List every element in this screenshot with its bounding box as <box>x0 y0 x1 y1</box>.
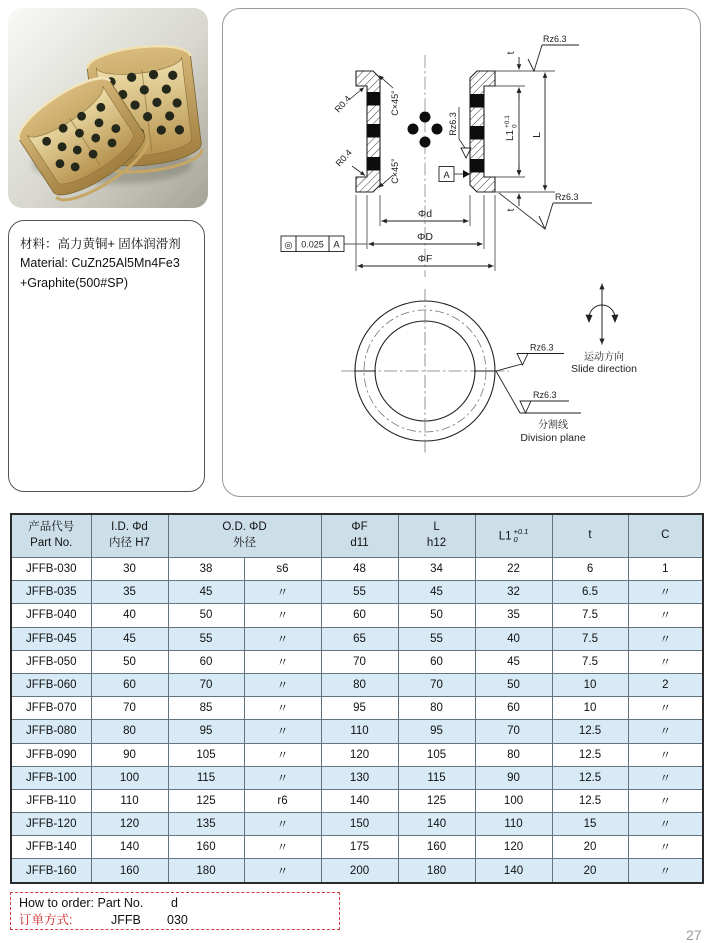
cell-l: 95 <box>398 720 475 743</box>
roughness-symbol-bottom-right <box>539 203 592 229</box>
cell-t: 12.5 <box>552 743 628 766</box>
table-row <box>11 604 703 627</box>
cell-od: 70 <box>168 673 244 696</box>
table-row <box>11 697 703 720</box>
cell-od: 125 <box>168 789 244 812</box>
label-division-en: Division plane <box>520 432 586 444</box>
cell-id: 40 <box>91 604 168 627</box>
order-line1-label: How to order: Part No. <box>19 896 144 910</box>
cell-od-tol: 〃 <box>244 813 321 836</box>
section-view <box>281 45 592 277</box>
tolerance-symbol: ◎ <box>284 240 293 251</box>
dim-phi-d: Φd <box>417 208 433 220</box>
cell-c: 〃 <box>628 720 703 743</box>
cell-t: 20 <box>552 836 628 859</box>
cell-l1: 90 <box>475 766 552 789</box>
label-rz-split-bottom: Rz6.3 <box>533 390 557 400</box>
cell-f: 130 <box>321 766 398 789</box>
extension-lines <box>356 71 555 271</box>
cell-id: 90 <box>91 743 168 766</box>
table-row <box>11 859 703 883</box>
cell-od: 105 <box>168 743 244 766</box>
cell-part-no: JFFB-140 <box>11 836 91 859</box>
cell-l1: 22 <box>475 558 552 581</box>
cell-id: 30 <box>91 558 168 581</box>
cell-f: 140 <box>321 789 398 812</box>
cell-c: 〃 <box>628 627 703 650</box>
cell-id: 70 <box>91 697 168 720</box>
product-photo <box>8 8 208 208</box>
cell-f: 175 <box>321 836 398 859</box>
cell-t: 10 <box>552 673 628 696</box>
cell-od-tol: 〃 <box>244 627 321 650</box>
cell-l1: 40 <box>475 627 552 650</box>
cell-t: 6.5 <box>552 581 628 604</box>
cell-l1: 80 <box>475 743 552 766</box>
cell-id: 160 <box>91 859 168 883</box>
cell-t: 10 <box>552 697 628 720</box>
table-row <box>11 650 703 673</box>
cell-l1: 100 <box>475 789 552 812</box>
cell-f: 65 <box>321 627 398 650</box>
cell-c: 〃 <box>628 836 703 859</box>
col-header-id: I.D. Φd 内径 H7 <box>91 514 168 558</box>
cell-part-no: JFFB-110 <box>11 789 91 812</box>
cell-od: 60 <box>168 650 244 673</box>
material-line-zh: 材料：高力黄铜+ 固体润滑剂 <box>20 237 181 251</box>
cell-id: 35 <box>91 581 168 604</box>
table-row <box>11 627 703 650</box>
cell-od-tol: 〃 <box>244 673 321 696</box>
cell-id: 45 <box>91 627 168 650</box>
cell-id: 100 <box>91 766 168 789</box>
cell-od-tol: 〃 <box>244 766 321 789</box>
cell-c: 〃 <box>628 766 703 789</box>
cell-t: 15 <box>552 813 628 836</box>
col-header-c: C <box>628 514 703 558</box>
cell-od: 135 <box>168 813 244 836</box>
cell-f: 48 <box>321 558 398 581</box>
table-row <box>11 720 703 743</box>
label-r04-top: R0.4 <box>332 93 353 115</box>
label-c45-top: C×45° <box>390 90 400 116</box>
tolerance-value: 0.025 <box>301 239 324 250</box>
label-c45-bottom: C×45° <box>390 158 400 184</box>
spec-table-body <box>11 558 703 883</box>
dim-l1 <box>504 115 519 141</box>
cell-od: 50 <box>168 604 244 627</box>
cell-f: 110 <box>321 720 398 743</box>
cell-od-tol: 〃 <box>244 650 321 673</box>
cell-f: 60 <box>321 604 398 627</box>
dim-t-top: t <box>506 51 517 55</box>
material-line-en: Material: CuZn25Al5Mn4Fe3 <box>20 256 180 271</box>
cell-l1: 60 <box>475 697 552 720</box>
label-slide-zh: 运动方向 <box>584 352 624 363</box>
cell-part-no: JFFB-050 <box>11 650 91 673</box>
cell-l1: 120 <box>475 836 552 859</box>
cell-c: 〃 <box>628 604 703 627</box>
table-row <box>11 789 703 812</box>
cell-id: 80 <box>91 720 168 743</box>
cell-c: 2 <box>628 673 703 696</box>
cell-id: 60 <box>91 673 168 696</box>
cell-id: 140 <box>91 836 168 859</box>
order-line-2 <box>19 912 331 929</box>
cell-f: 55 <box>321 581 398 604</box>
cell-l: 105 <box>398 743 475 766</box>
datum-a-letter: A <box>443 170 450 181</box>
slide-direction-symbol <box>586 284 619 345</box>
cell-od-tol: 〃 <box>244 581 321 604</box>
cell-t: 12.5 <box>552 720 628 743</box>
cell-part-no: JFFB-080 <box>11 720 91 743</box>
table-row <box>11 673 703 696</box>
dimension-lines <box>358 57 546 266</box>
cell-part-no: JFFB-090 <box>11 743 91 766</box>
cell-t: 7.5 <box>552 650 628 673</box>
col-header-part-no: 产品代号 Part No. <box>11 514 91 558</box>
order-line1-value: d <box>171 896 178 910</box>
cell-l: 50 <box>398 604 475 627</box>
cell-f: 95 <box>321 697 398 720</box>
label-rz-top-right: Rz6.3 <box>543 34 567 44</box>
svg-text:+0.1: +0.1 <box>504 115 511 128</box>
cell-c: 〃 <box>628 697 703 720</box>
cell-l: 160 <box>398 836 475 859</box>
product-photo-illustration <box>8 8 208 208</box>
cell-od: 160 <box>168 836 244 859</box>
order-line2-label: 订单方式: <box>19 913 73 927</box>
cell-id: 120 <box>91 813 168 836</box>
cell-od-tol: 〃 <box>244 604 321 627</box>
order-line2-series: JFFB <box>111 913 141 927</box>
cell-f: 200 <box>321 859 398 883</box>
col-header-l: L h12 <box>398 514 475 558</box>
cell-l1: 50 <box>475 673 552 696</box>
cell-part-no: JFFB-160 <box>11 859 91 883</box>
col-header-t: t <box>552 514 628 558</box>
order-line2-size: 030 <box>167 913 188 927</box>
cell-c: 〃 <box>628 789 703 812</box>
cell-c: 〃 <box>628 813 703 836</box>
cell-l1: 70 <box>475 720 552 743</box>
cell-l: 140 <box>398 813 475 836</box>
cell-id: 50 <box>91 650 168 673</box>
col-header-f: ΦF d11 <box>321 514 398 558</box>
cell-f: 70 <box>321 650 398 673</box>
page-number: 27 <box>686 927 702 943</box>
cell-part-no: JFFB-035 <box>11 581 91 604</box>
cell-l1: 32 <box>475 581 552 604</box>
material-line-graphite: +Graphite(500#SP) <box>20 275 129 290</box>
spec-table <box>10 513 704 884</box>
cell-l1: 140 <box>475 859 552 883</box>
cell-od: 55 <box>168 627 244 650</box>
cell-t: 7.5 <box>552 627 628 650</box>
cell-l: 70 <box>398 673 475 696</box>
front-view-labels <box>520 343 637 445</box>
cell-part-no: JFFB-120 <box>11 813 91 836</box>
cell-t: 12.5 <box>552 789 628 812</box>
label-r04-bottom: R0.4 <box>333 147 354 169</box>
cell-od: 95 <box>168 720 244 743</box>
col-header-l1: L1 +0.1 0 <box>475 514 552 558</box>
cell-t: 20 <box>552 859 628 883</box>
cell-f: 150 <box>321 813 398 836</box>
label-rz-bottom-right: Rz6.3 <box>555 192 579 202</box>
cell-od-tol: 〃 <box>244 720 321 743</box>
tolerance-datum: A <box>333 239 340 251</box>
material-note-box <box>8 220 205 492</box>
label-rz-mid: Rz6.3 <box>448 112 458 136</box>
cell-l1: 35 <box>475 604 552 627</box>
table-row <box>11 766 703 789</box>
cell-od-tol: 〃 <box>244 743 321 766</box>
cell-t: 7.5 <box>552 604 628 627</box>
cell-part-no: JFFB-045 <box>11 627 91 650</box>
cell-part-no: JFFB-070 <box>11 697 91 720</box>
table-row <box>11 743 703 766</box>
cell-l: 180 <box>398 859 475 883</box>
cell-od-tol: s6 <box>244 558 321 581</box>
dim-phi-D: ΦD <box>417 231 433 243</box>
label-rz-split-top: Rz6.3 <box>530 342 554 353</box>
cell-od: 180 <box>168 859 244 883</box>
cell-f: 120 <box>321 743 398 766</box>
cell-l1: 110 <box>475 813 552 836</box>
table-row <box>11 813 703 836</box>
cell-f: 80 <box>321 673 398 696</box>
table-row <box>11 581 703 604</box>
svg-text:0: 0 <box>511 124 519 128</box>
cell-l: 125 <box>398 789 475 812</box>
cell-l: 80 <box>398 697 475 720</box>
cell-od: 85 <box>168 697 244 720</box>
cell-t: 12.5 <box>552 766 628 789</box>
cell-od-tol: 〃 <box>244 859 321 883</box>
cell-od: 45 <box>168 581 244 604</box>
cell-l: 55 <box>398 627 475 650</box>
cell-id: 110 <box>91 789 168 812</box>
cell-l: 45 <box>398 581 475 604</box>
roughness-flag-1 <box>496 354 564 372</box>
order-line-1 <box>19 895 331 912</box>
cell-t: 6 <box>552 558 628 581</box>
dim-phi-F: ΦF <box>417 253 433 265</box>
cell-od: 115 <box>168 766 244 789</box>
cell-l: 60 <box>398 650 475 673</box>
tolerance-frame <box>281 236 367 252</box>
cell-od-tol: 〃 <box>244 836 321 859</box>
cell-l1: 45 <box>475 650 552 673</box>
label-division-zh: 分割线 <box>538 420 568 431</box>
cell-c: 1 <box>628 558 703 581</box>
technical-drawing <box>223 9 699 495</box>
how-to-order-box <box>10 892 340 930</box>
graphite-plugs-section <box>367 92 484 173</box>
col-header-od: O.D. ΦD 外径 <box>168 514 321 558</box>
table-row <box>11 558 703 581</box>
cell-l: 34 <box>398 558 475 581</box>
cell-c: 〃 <box>628 859 703 883</box>
cell-part-no: JFFB-060 <box>11 673 91 696</box>
cell-c: 〃 <box>628 743 703 766</box>
cell-od-tol: r6 <box>244 789 321 812</box>
cell-l: 115 <box>398 766 475 789</box>
dim-t-bottom: t <box>506 208 517 212</box>
cell-c: 〃 <box>628 650 703 673</box>
technical-drawing-panel <box>222 8 701 497</box>
label-slide-en: Slide direction <box>571 363 637 375</box>
dim-l: L <box>531 132 543 138</box>
cell-c: 〃 <box>628 581 703 604</box>
cell-part-no: JFFB-030 <box>11 558 91 581</box>
table-header-row <box>11 514 703 558</box>
svg-text:L1: L1 <box>505 129 516 141</box>
cell-od: 38 <box>168 558 244 581</box>
cell-part-no: JFFB-100 <box>11 766 91 789</box>
cell-od-tol: 〃 <box>244 697 321 720</box>
table-row <box>11 836 703 859</box>
cell-part-no: JFFB-040 <box>11 604 91 627</box>
roughness-symbol-top-right <box>528 45 579 71</box>
